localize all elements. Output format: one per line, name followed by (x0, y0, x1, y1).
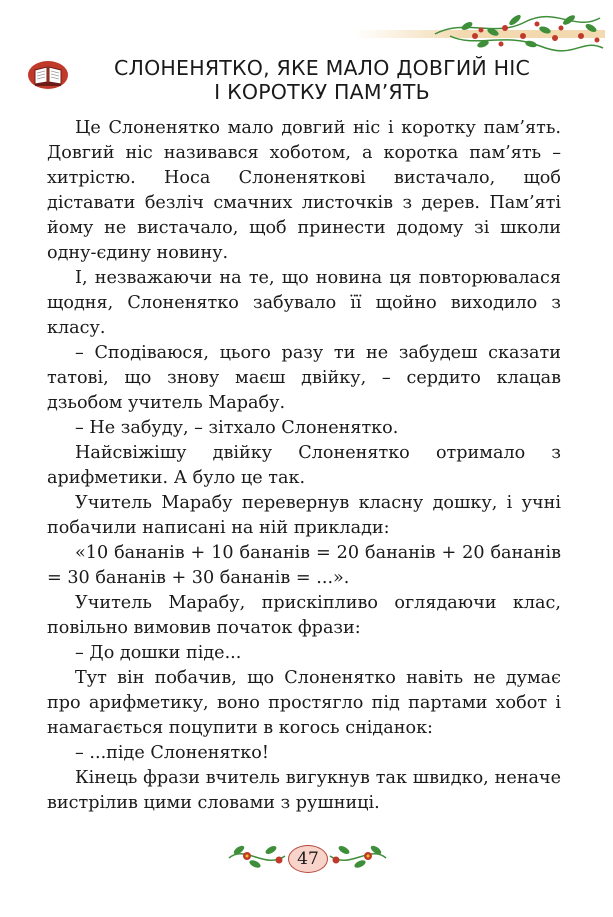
floral-ornament-top (355, 8, 605, 56)
paragraph: Це Слоненятко мало довгий ніс і коротку пам’ять. Довгий ніс називався хоботом, а коротка пам’ять – хитрістю. Носа Слоненятковi вистачало, щоб діставати безліч смачних листочків з дерев. Пам’яті йому не вистачало, щоб принести додому зі школи одну-єдину новину. (47, 118, 561, 263)
book-icon (27, 58, 69, 90)
page-title (72, 56, 572, 104)
paragraph: Учитель Марабу перевернув класну дошку, і учні побачили написані на ній приклади: (47, 493, 561, 538)
title-line-1: СЛОНЕНЯТКО, ЯКЕ МАЛО ДОВГИЙ НІС (113, 56, 531, 80)
paragraph: Тут він побачив, що Слоненятко навіть не думає про арифметику, воно простягло під партами хобот і намагається поцупити в когось сніданок: (47, 668, 561, 738)
paragraph: – ...піде Слоненятко! (75, 743, 269, 763)
paragraph: – Не забуду, – зітхало Слоненятко. (75, 418, 399, 438)
page-number: 47 (288, 845, 328, 873)
paragraph: Учитель Марабу, прискіпливо оглядаючи клас, повільно вимовив початок фрази: (47, 593, 561, 638)
paragraph: Найсвіжішу двійку Слоненятко отримало з арифметики. А було це так. (47, 443, 561, 488)
paragraph: «10 бананів + 10 бананів = 20 бананів + 20 бананів = 30 бананів + 30 бананів = ...». (47, 543, 561, 588)
paragraph: – Сподіваюся, цього разу ти не забудеш сказати татові, що знову маєш двійку, – сердито клацав дзьобом учитель Марабу. (47, 343, 561, 413)
story-text (47, 116, 561, 816)
title-line-2: І КОРОТКУ ПАМ’ЯТЬ (214, 80, 430, 104)
paragraph: Кінець фрази вчитель вигукнув так швидко, неначе вистрілив цими словами з рушниці. (47, 768, 561, 813)
paragraph: І, незважаючи на те, що новина ця повторювалася щодня, Слоненятко забувало її щойно виходило з класу. (47, 268, 561, 338)
paragraph: – До дошки піде... (75, 643, 242, 663)
